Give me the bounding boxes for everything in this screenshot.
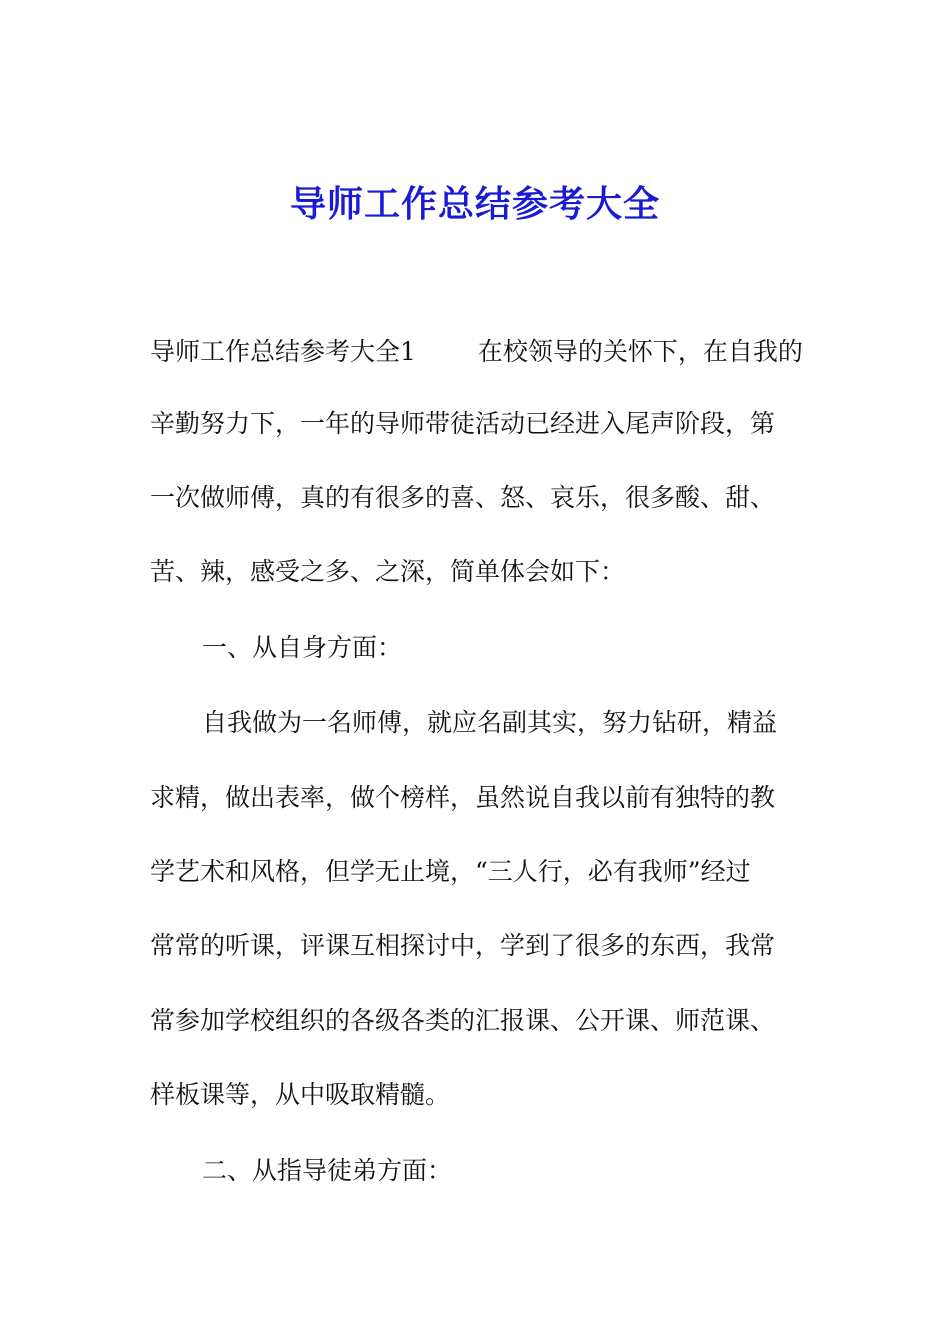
body-line bbox=[150, 334, 830, 370]
body-line: 常常的听课，评课互相探讨中，学到了很多的东西，我常 bbox=[150, 931, 776, 960]
body-line: 辛勤努力下，一年的导师带徒活动已经进入尾声阶段，第 bbox=[150, 409, 776, 438]
body-text: 在校领导的关怀下，在自我的 bbox=[477, 337, 803, 366]
page-title: 导师工作总结参考大全 bbox=[289, 183, 660, 225]
body-line: 常参加学校组织的各级各类的汇报课、公开课、师范课、 bbox=[150, 1006, 776, 1035]
body-line: 样板课等，从中吸取精髓。 bbox=[150, 1080, 451, 1109]
section-heading: 导师工作总结参考大全1 bbox=[150, 337, 416, 366]
body-line: 学艺术和风格，但学无止境，“三人行，必有我师”经过 bbox=[150, 857, 751, 886]
paragraph-first-line: 自我做为一名师傅，就应名副其实，努力钻研，精益 bbox=[202, 708, 778, 737]
body-line: 一次做师傅，真的有很多的喜、怒、哀乐，很多酸、甜、 bbox=[150, 483, 776, 512]
subheading: 二、从指导徒弟方面： bbox=[202, 1156, 453, 1185]
body-line: 求精，做出表率，做个榜样，虽然说自我以前有独特的教 bbox=[150, 783, 776, 812]
body-line: 苦、辣，感受之多、之深，简单体会如下： bbox=[150, 557, 626, 586]
subheading: 一、从自身方面： bbox=[202, 633, 403, 662]
